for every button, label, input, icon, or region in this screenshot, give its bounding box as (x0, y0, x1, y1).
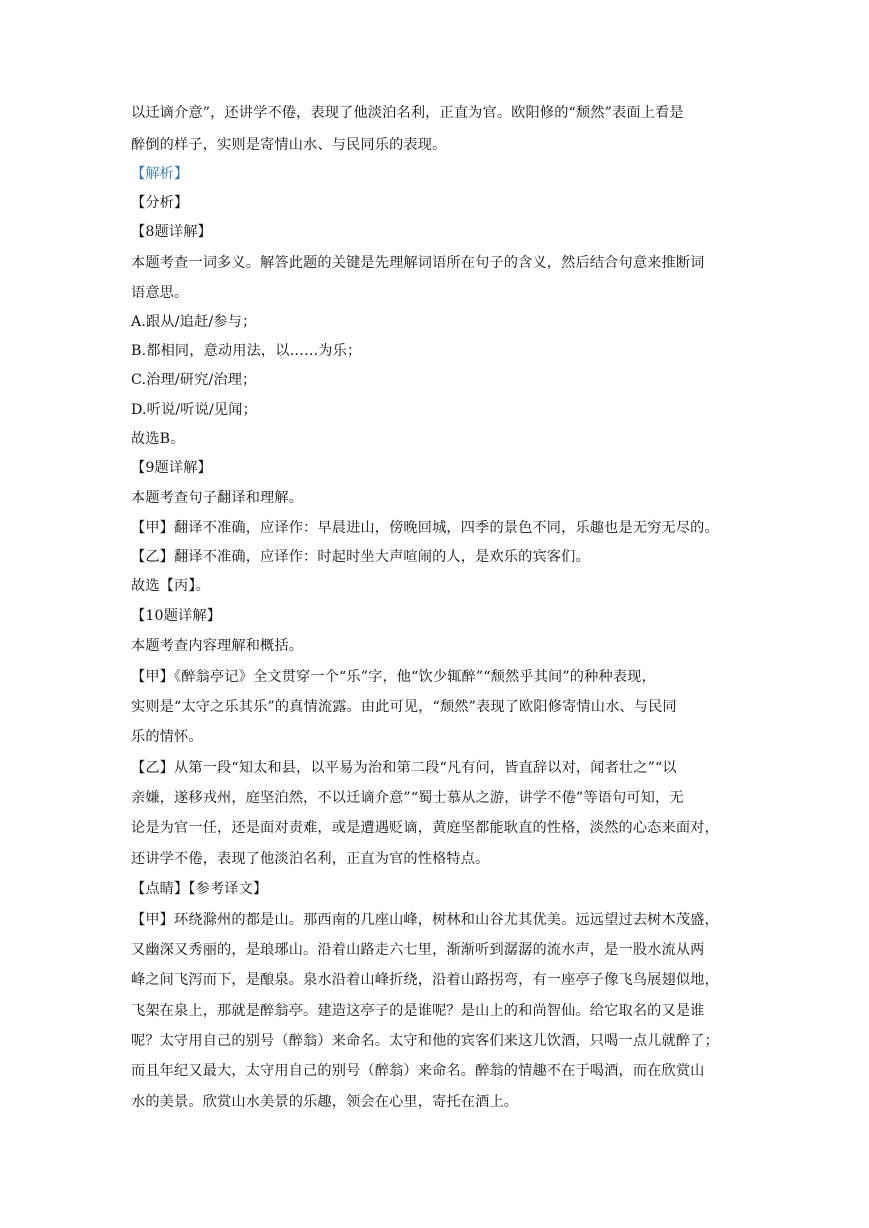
text-line: 以迁谪介意”，还讲学不倦，表现了他淡泊名利，正直为官。欧阳修的“颓然”表面上看是 (131, 105, 684, 121)
text-line: 乐的情怀。 (131, 729, 203, 745)
option-line: B.都相同，意动用法，以……为乐； (131, 343, 362, 359)
section-heading: 【分析】 (131, 195, 189, 211)
text-line: 呢？太守用自己的别号（醉翁）来命名。太守和他的宾客们来这儿饮酒，只喝一点儿就醉了； (131, 1033, 719, 1049)
text-line: 【乙】翻译不准确，应译作：时起时坐大声喧闹的人，是欢乐的宾客们。 (131, 549, 590, 565)
text-line: 实则是“太守之乐其乐”的真情流露。由此可见，“颓然”表现了欧阳修寄情山水、与民同 (131, 699, 677, 715)
text-line: 还讲学不倦，表现了他淡泊名利，正直为官的性格特点。 (131, 851, 490, 867)
text-line: 水的美景。欣赏山水美景的乐趣，领会在心里，寄托在酒上。 (131, 1094, 519, 1110)
option-line: A.跟从/追赶/参与； (131, 314, 257, 330)
text-line: 本题考查一词多义。解答此题的关键是先理解词语所在句子的含义，然后结合句意来推断词 (131, 255, 705, 271)
question-heading: 【8题详解】 (131, 224, 212, 240)
text-line: 语意思。 (131, 285, 189, 301)
section-heading-analysis: 【解析】 (131, 166, 189, 182)
text-line: 亲嫌，遂移戎州，庭坚泊然，不以迁谪介意”“蜀士慕从之游，讲学不倦”等语句可知，无 (131, 790, 684, 806)
text-line: 论是为官一任，还是面对责难，或是遭遇贬谪，黄庭坚都能耿直的性格，淡然的心态来面对， (131, 820, 719, 836)
option-line: C.治理/研究/治理； (131, 372, 257, 388)
text-line: 【甲】翻译不准确，应译作：早晨进山，傍晚回城，四季的景色不同，乐趣也是无穷无尽的。 (131, 520, 719, 536)
question-heading: 【9题详解】 (131, 460, 212, 476)
text-line: 【甲】环绕滁州的都是山。那西南的几座山峰，树林和山谷尤其优美。远远望过去树木茂盛， (131, 912, 719, 928)
text-line: 【甲】《醉翁亭记》全文贯穿一个“乐”字，他“饮少辄醉”“颓然乎其间”的种种表现， (131, 669, 656, 685)
option-line: D.听说/听说/见闻； (131, 402, 257, 418)
text-line: 醉倒的样子，实则是寄情山水、与民同乐的表现。 (131, 137, 447, 153)
text-line: 又幽深又秀丽的，是琅琊山。沿着山路走六七里，渐渐听到潺潺的流水声，是一股水流从两 (131, 942, 705, 958)
question-heading: 【10题详解】 (131, 608, 222, 624)
section-heading: 【点睛】【参考译文】 (131, 881, 268, 897)
text-line: 本题考查内容理解和概括。 (131, 638, 304, 654)
text-line: 本题考查句子翻译和理解。 (131, 490, 304, 506)
text-line: 峰之间飞泻而下，是酿泉。泉水沿着山峰折绕，沿着山路拐弯，有一座亭子像飞鸟展翅似地， (131, 972, 719, 988)
answer-line: 故选B。 (131, 431, 185, 447)
text-line: 飞架在泉上，那就是醉翁亭。建造这亭子的是谁呢？是山上的和尚智仙。给它取名的又是谁 (131, 1003, 705, 1019)
answer-line: 故选【丙】。 (131, 578, 210, 594)
text-line: 【乙】从第一段“知太和县，以平易为治和第二段“凡有问，皆直辞以对，闻者壮之”“以 (131, 760, 677, 776)
text-line: 而且年纪又最大，太守用自己的别号（醉翁）来命名。醉翁的情趣不在于喝酒，而在欣赏山 (131, 1063, 705, 1079)
